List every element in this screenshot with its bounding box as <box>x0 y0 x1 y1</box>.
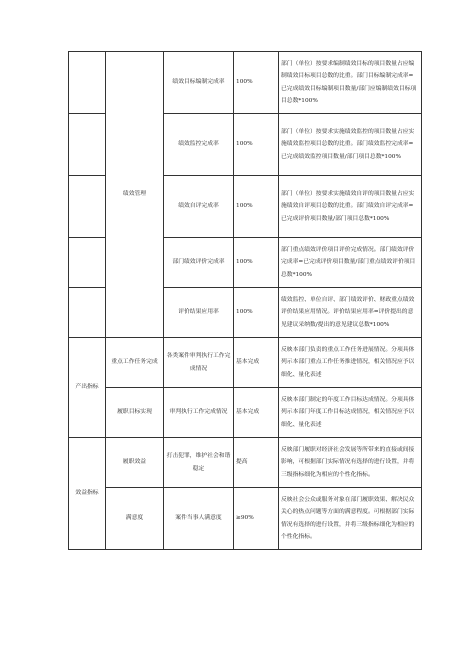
target-value-cell: 100% <box>234 52 279 114</box>
target-value-cell: 基本完成 <box>234 338 279 388</box>
target-value-cell: 基本完成 <box>234 388 279 438</box>
description-cell: 反映社会公众或服务对象在部门履职效果、解决民众关心的热点问题等方面的满意程度。可根据部门实际情况有选择的进行设置，并将三级指标细化为相应的个性化指标。 <box>279 488 422 550</box>
target-value-cell: 100% <box>234 288 279 338</box>
level1-cell-blank <box>69 238 106 288</box>
description-cell: 反映本部门负责的重点工作任务进展情况。分项具体列示本部门重点工作任务推进情况，相关情况应予以细化、量化表述 <box>279 338 422 388</box>
level3-cell: 各类案件审判执行工作完成情况 <box>164 338 234 388</box>
level2-cell: 满意度 <box>106 488 164 550</box>
level1-cell-blank <box>69 288 106 338</box>
description-cell: 部门重点绩效评价项目评价完成情况。部门绩效评价完成率=已完成评价项目数量/部门重点绩效评价项目总数*100% <box>279 238 422 288</box>
description-cell: 部门（单位）按要求实施绩效自评的项目数量占应实施绩效自评项目总数的比重。部门绩效自评完成率=已完成评价项目数量/部门项目总数*100% <box>279 176 422 238</box>
level2-cell: 履职目标实现 <box>106 388 164 438</box>
target-value-cell: ≥90% <box>234 488 279 550</box>
level1-cell: 产出指标 <box>69 338 106 438</box>
target-value-cell: 100% <box>234 114 279 176</box>
table-row <box>69 52 422 114</box>
level3-cell: 绩效监控完成率 <box>164 114 234 176</box>
level2-cell: 绩效管理 <box>106 52 164 338</box>
level3-cell: 部门绩效评价完成率 <box>164 238 234 288</box>
level1-cell: 效益指标 <box>69 438 106 550</box>
level1-cell-blank <box>69 114 106 176</box>
level3-cell: 审判执行工作完成情况 <box>164 388 234 438</box>
description-cell: 部门（单位）按要求编制绩效目标的项目数量占应编制绩效目标项目总数的比重。部门目标编制完成率=已完成绩效目标编制项目数量/部门应编制绩效目标项目总数*100% <box>279 52 422 114</box>
level2-cell: 履职效益 <box>106 438 164 488</box>
level3-cell: 绩效目标编制完成率 <box>164 52 234 114</box>
description-cell: 反映本部门制定的年度工作目标达成情况。分项具体列示本部门年度工作目标达成情况，相关情况应予以细化、量化表述 <box>279 388 422 438</box>
level1-cell-blank <box>69 52 106 114</box>
target-value-cell: 100% <box>234 238 279 288</box>
target-value-cell: 100% <box>234 176 279 238</box>
description-cell: 反映部门履职对经济社会发展等所带来的直接或间接影响，可根据部门实际情况有选择的进行设置，并将三级指标细化为相应的个性化指标。 <box>279 438 422 488</box>
table-row <box>69 338 422 388</box>
target-value-cell: 提高 <box>234 438 279 488</box>
description-cell: 绩效监控、单位自评、部门绩效评价、财政重点绩效评价结果应用情况。评价结果应用率=评价提出的意见建议采纳数/提出的意见建议总数*100% <box>279 288 422 338</box>
table-row <box>69 438 422 488</box>
performance-indicator-table <box>68 51 422 550</box>
level3-cell: 绩效自评完成率 <box>164 176 234 238</box>
level1-cell-blank <box>69 176 106 238</box>
description-cell: 部门（单位）按要求实施绩效监控的项目数量占应实施绩效监控项目总数的比重。部门绩效监控完成率=已完成绩效监控项目数量/部门项目总数*100% <box>279 114 422 176</box>
level2-cell: 重点工作任务完成 <box>106 338 164 388</box>
table-row <box>69 388 422 438</box>
level3-cell: 案件当事人满意度 <box>164 488 234 550</box>
level3-cell: 打击犯罪，维护社会和谐稳定 <box>164 438 234 488</box>
table-row <box>69 488 422 550</box>
level3-cell: 评价结果应用率 <box>164 288 234 338</box>
